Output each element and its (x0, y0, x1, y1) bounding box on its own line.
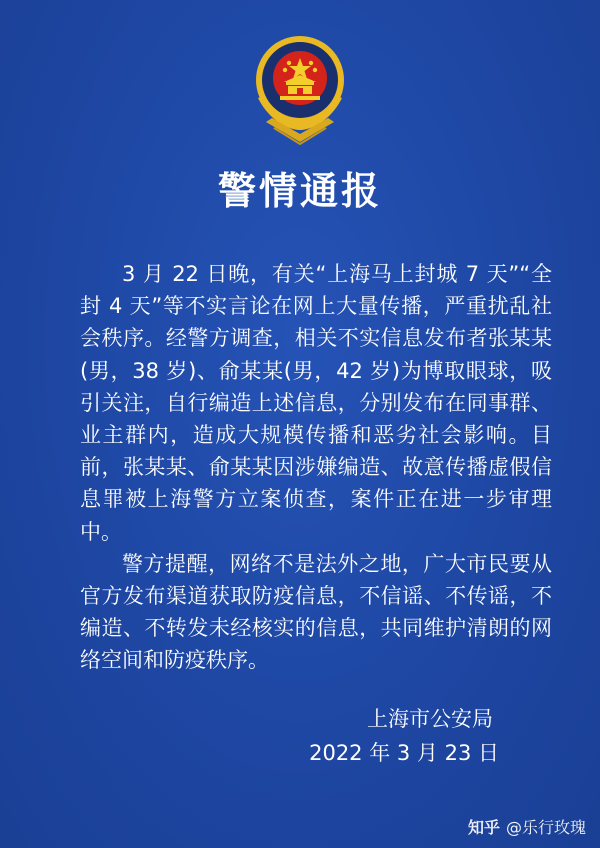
notice-paragraph: 3 月 22 日晚，有关“上海马上封城 7 天”“全封 4 天”等不实言论在网上大量传播，严重扰乱社会秩序。经警方调查，相关不实信息发布者张某某(男，38 岁)、俞某某(男，42 岁)为博取眼球，吸引关注，自行编造上述信息，分别发布在同事群、业主群内，造成大规模传播和恶劣社会影响。目前，张某某、俞某某因涉嫌编造、故意传播虚假信息罪被上海警方立案侦查，案件正在进一步审理中。 (80, 262, 552, 544)
notice-title: 警情通报 (217, 169, 382, 213)
watermark-author: @乐行玫瑰 (505, 818, 586, 837)
signature-org: 上海市公安局 (367, 707, 493, 731)
signature-date: 2022 年 3 月 23 日 (309, 741, 499, 765)
watermark-platform: 知乎 (467, 818, 500, 837)
signature-block (309, 702, 499, 770)
police-emblem-icon (240, 30, 360, 148)
notice-paragraph: 警方提醒，网络不是法外之地，广大市民要从官方发布渠道获取防疫信息，不信谣、不传谣，不编造、不转发未经核实的信息，共同维护清朗的网络空间和防疫秩序。 (80, 551, 552, 673)
watermark (468, 815, 586, 838)
notice-body (80, 258, 552, 677)
